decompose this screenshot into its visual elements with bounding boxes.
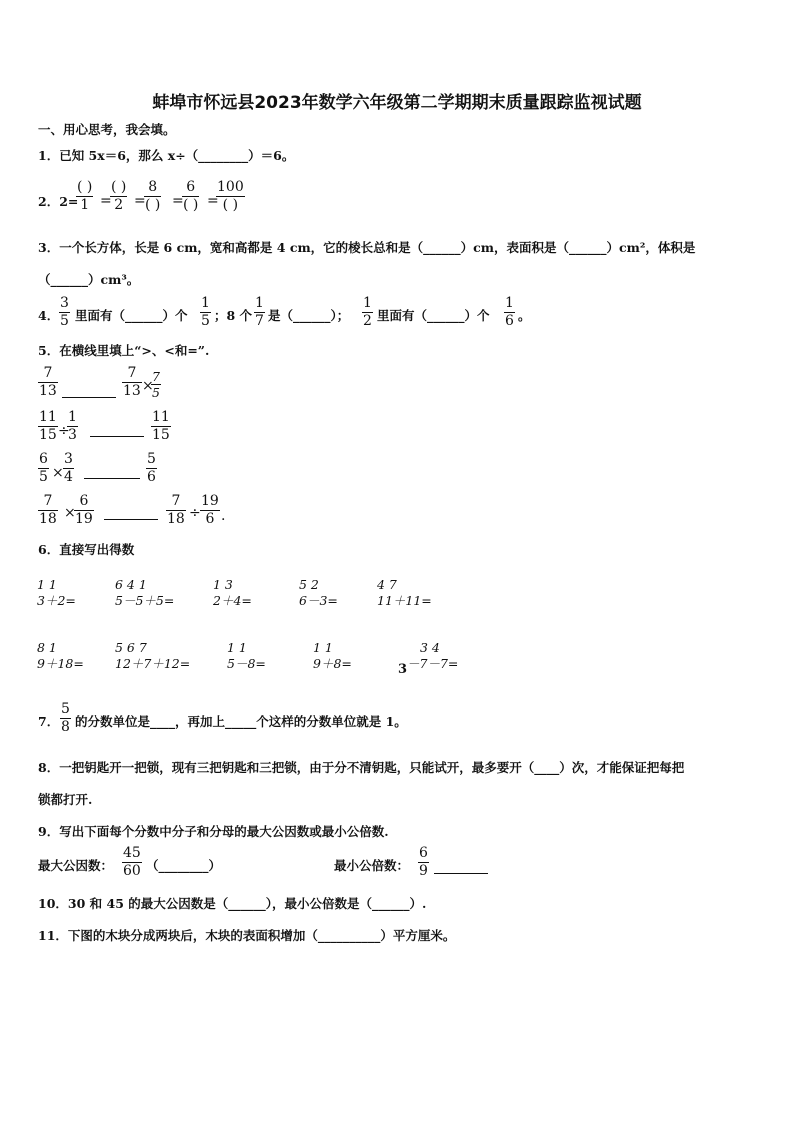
calc-item: 1 3 2＋4= — [213, 577, 252, 608]
gcd-label: 最大公因数： — [38, 858, 114, 873]
q5-fraction: 11 15 — [39, 409, 57, 443]
lcm-blank[interactable] — [434, 873, 488, 874]
question-11: 11．下图的木块分成两块后，木块的表面积增加（__________）平方厘米。 — [38, 928, 456, 943]
q4-number: 4． — [38, 308, 60, 323]
calc-item: 8 1 9＋18= — [37, 640, 84, 671]
calc-item: 3 4 －7－7= — [407, 640, 459, 671]
calc-number: 3 — [398, 662, 408, 677]
q5-fraction: 7 13 — [123, 365, 141, 399]
q5-fraction: 5 6 — [147, 451, 156, 485]
answer-blank[interactable] — [104, 519, 158, 520]
q2-fraction: 100 ( ) — [217, 179, 244, 213]
calc-item: 5 6 7 12＋7＋12= — [115, 640, 191, 671]
gcd-blank[interactable]: （________） — [146, 858, 222, 873]
q2-prefix: 2．2= — [38, 194, 79, 209]
question-10: 10．30 和 45 的最大公因数是（______），最小公倍数是（______）. — [38, 896, 427, 911]
q5-fraction: 6 5 — [39, 451, 48, 485]
q2-fraction: 8 ( ) — [145, 179, 161, 213]
divide-sign: ÷ — [189, 505, 201, 521]
q4-fraction: 1 7 — [255, 295, 264, 329]
q4-fraction: 3 5 — [60, 295, 69, 329]
answer-blank[interactable] — [62, 397, 116, 398]
q7-fraction: 5 8 — [61, 701, 70, 735]
question-8-line2: 锁都打开. — [38, 792, 93, 807]
question-3-line2: （______）cm³。 — [38, 272, 140, 287]
times-sign: × — [64, 505, 76, 521]
q2-fraction: 6 ( ) — [183, 179, 199, 213]
calc-item: 4 7 11＋11= — [377, 577, 432, 608]
question-1: 1．已知 5x＝6，那么 x÷（________）＝6。 — [38, 148, 295, 163]
q4-text: 里面有（______）个 — [75, 308, 188, 323]
question-6: 6．直接写出得数 — [38, 542, 135, 557]
q4-text: ；8 个 — [214, 308, 253, 323]
q4-fraction: 1 2 — [363, 295, 372, 329]
calc-item: 6 4 1 5－5＋5= — [115, 577, 175, 608]
q5-fraction: 7 13 — [39, 365, 57, 399]
calc-item: 1 1 9＋8= — [313, 640, 352, 671]
calc-item: 1 1 5－8= — [227, 640, 266, 671]
question-5: 5．在横线里填上“>、<和=”. — [38, 343, 210, 358]
q5-fraction: 11 15 — [152, 409, 170, 443]
lcm-fraction: 6 9 — [419, 845, 428, 879]
q4-fraction: 1 6 — [505, 295, 514, 329]
question-9: 9．写出下面每个分数中分子和分母的最大公因数或最小公倍数. — [38, 824, 389, 839]
q2-fraction: ( ) 1 — [77, 179, 93, 213]
section-heading: 一、用心思考，我会填。 — [38, 122, 176, 137]
q4-fraction: 1 5 — [201, 295, 210, 329]
page-title: 蚌埠市怀远县2023年数学六年级第二学期期末质量跟踪监视试题 — [152, 93, 642, 113]
question-3-line1: 3．一个长方体，长是 6 cm，宽和高都是 4 cm，它的棱长总和是（______）cm，表面积是（______）cm²，体积是 — [38, 240, 696, 255]
q4-text: 里面有（______）个 — [377, 308, 490, 323]
q5-fraction: 7 18 — [167, 493, 185, 527]
q5-fraction: 7 5 — [152, 369, 160, 400]
answer-blank[interactable] — [84, 478, 140, 479]
q5-fraction: 6 19 — [75, 493, 93, 527]
q2-fraction: ( ) 2 — [111, 179, 127, 213]
question-8-line1: 8．一把钥匙开一把锁，现有三把钥匙和三把锁，由于分不清钥匙，只能试开，最多要开（____）次，才能保证把每把 — [38, 760, 685, 775]
calc-item: 5 2 6－3= — [299, 577, 338, 608]
equals-sign: = — [100, 193, 112, 209]
times-sign: × — [52, 465, 64, 481]
answer-blank[interactable] — [90, 436, 144, 437]
period: . — [221, 508, 226, 524]
q4-text: 是（______）； — [268, 308, 350, 323]
q7-text: 的分数单位是____，再加上_____个这样的分数单位就是 1。 — [75, 714, 407, 729]
q5-fraction: 19 6 — [201, 493, 219, 527]
q5-fraction: 3 4 — [64, 451, 73, 485]
q5-fraction: 7 18 — [39, 493, 57, 527]
equals-sign: = — [207, 193, 219, 209]
equals-sign: = — [172, 193, 184, 209]
equals-sign: = — [134, 193, 146, 209]
times-sign: × — [142, 378, 154, 394]
q7-number: 7． — [38, 714, 60, 729]
gcd-fraction: 45 60 — [123, 845, 141, 879]
calc-item: 1 1 3＋2= — [37, 577, 76, 608]
q4-text: 。 — [518, 308, 531, 323]
lcm-label: 最小公倍数： — [334, 858, 410, 873]
q5-fraction: 1 3 — [68, 409, 77, 443]
divide-sign: ÷ — [58, 423, 70, 439]
